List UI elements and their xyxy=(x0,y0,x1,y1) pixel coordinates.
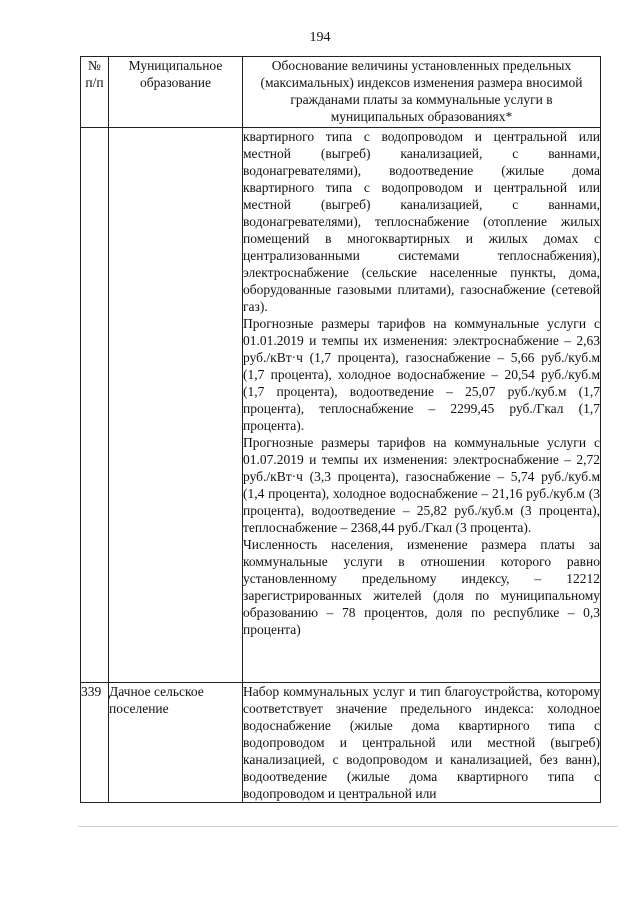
row-justification xyxy=(243,128,601,683)
justification-paragraph: Набор коммунальных услуг и тип благоустройства, которому соответствует значение предельного индекса: холодное водоснабжение (жилые дома квартирного типа с водопроводом и центральной или местной (выгреб) канализацией, с водопроводом и канализацией, без ванн), водоотведение (жилые дома квартирного типа с водопроводом и центральной или xyxy=(243,684,600,801)
header-number: № п/п xyxy=(81,57,109,128)
row-municipality xyxy=(109,128,243,683)
header-justification: Обоснование величины установленных предельных (максимальных) индексов изменения размера вносимой гражданами платы за коммунальные услуги в муниципальных образованиях* xyxy=(243,57,601,128)
header-municipality: Муниципальное образование xyxy=(109,57,243,128)
justification-paragraph: Прогнозные размеры тарифов на коммунальные услуги с 01.07.2019 и темпы их изменения: электроснабжение – 2,72 руб./кВт·ч (3,3 процента), газоснабжение – 5,74 руб./куб.м (1,4 процента), холодное водоснабжение – 21,16 руб./куб.м (3 процента), водоотведение – 25,82 руб./куб.м (3 процента), теплоснабжение – 2368,44 руб./Гкал (3 процента). xyxy=(243,435,600,535)
justification-paragraph: квартирного типа с водопроводом и центральной или местной (выгреб) канализацией, с ваннами, водонагревателями), водоотведение (жилые дома квартирного типа с водопроводом и центральной или местной (выгреб) канализацией, с ваннами, водонагревателями), теплоснабжение (отопление жилых помещений в многоквартирных и жилых домах с централизованными системами теплоснабжения), электроснабжение (сельские населенные пункты, дома, оборудованные газовыми плитами), газоснабжение (сетевой газ). xyxy=(243,129,600,314)
page-number: 194 xyxy=(309,30,331,45)
table-header-row xyxy=(81,57,601,128)
row-number: 339 xyxy=(81,683,109,803)
table-row xyxy=(81,683,601,803)
row-justification xyxy=(243,683,601,803)
table-row xyxy=(81,128,601,683)
justification-paragraph: Численность населения, изменение размера платы за коммунальные услуги в отношении которого равно установленному предельному индексу, – 12212 зарегистрированных жителей (доля по муниципальному образованию – 78 процентов, доля по республике – 0,3 процента) xyxy=(243,537,600,637)
indices-table xyxy=(80,56,601,803)
scan-edge-line xyxy=(78,826,618,827)
justification-paragraph: Прогнозные размеры тарифов на коммунальные услуги с 01.01.2019 и темпы их изменения: электроснабжение – 2,63 руб./кВт·ч (1,7 процента), газоснабжение – 5,66 руб./куб.м (1,7 процента), холодное водоснабжение – 20,54 руб./куб.м (1,7 процента), водоотведение – 25,07 руб./куб.м (1,7 процента), теплоснабжение – 2299,45 руб./Гкал (1,7 процента). xyxy=(243,316,600,433)
row-municipality: Дачное сельское поселение xyxy=(109,683,243,803)
row-number xyxy=(81,128,109,683)
